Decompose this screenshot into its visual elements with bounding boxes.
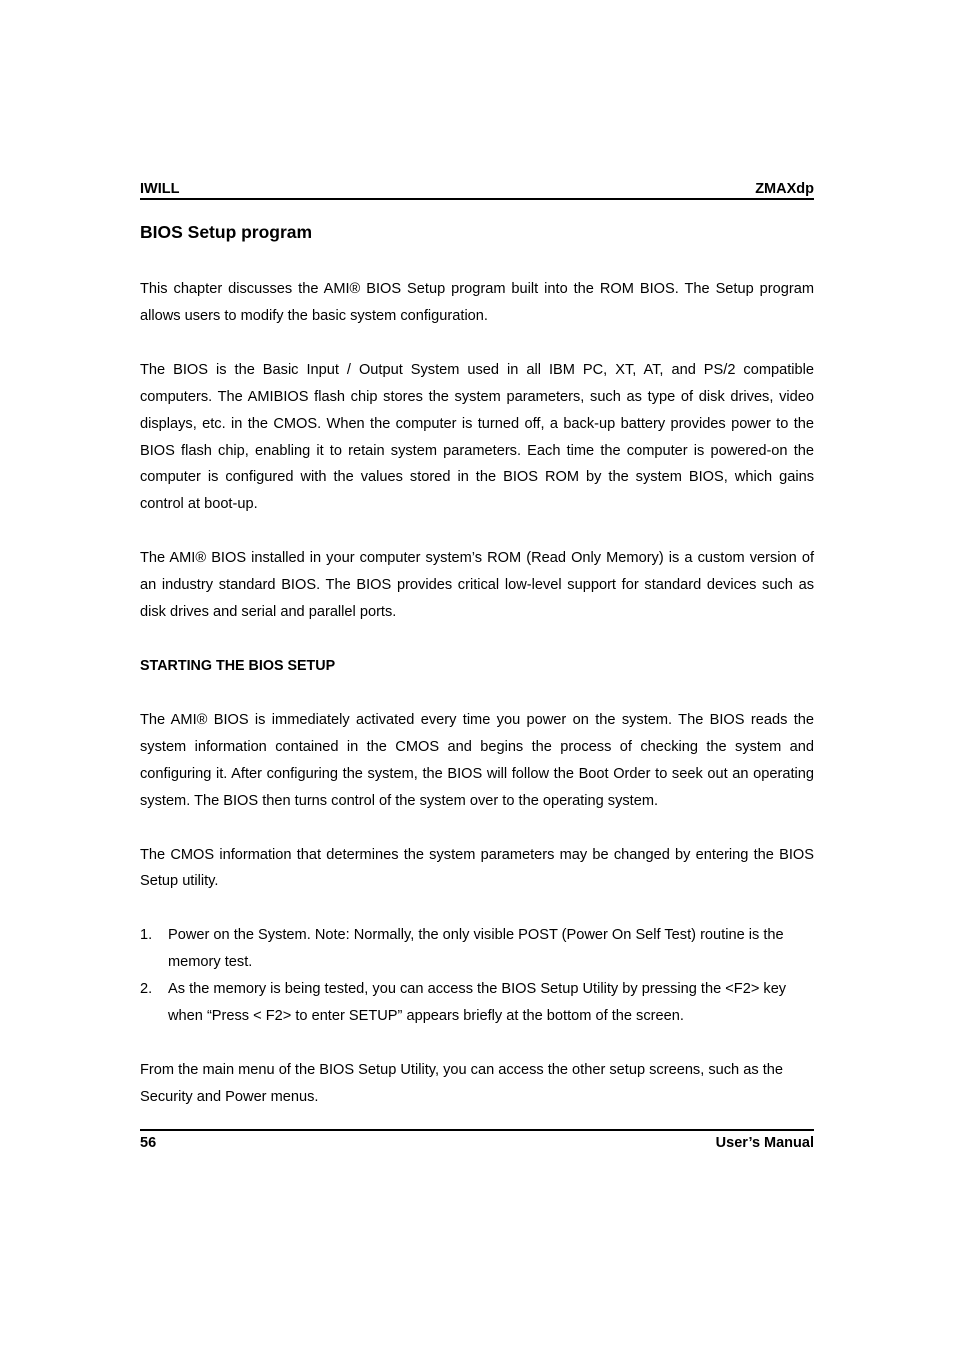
- paragraph-cmos: The CMOS information that determines the system parameters may be changed by entering the BIOS Setup utility.: [140, 846, 814, 890]
- steps-list: [140, 922, 814, 1030]
- header-brand: IWILL: [140, 181, 180, 197]
- page-header: [140, 180, 814, 200]
- section-title: BIOS Setup program: [140, 222, 313, 242]
- paragraph-activation: The AMI® BIOS is immediately activated every time you power on the system. The BIOS reads the system information contained in the CMOS and begins the process of checking the system and configuring it. After configuring the system, the BIOS will follow the Boot Order to seek out an operating system. The BIOS then turns control of the system over to the operating system.: [140, 711, 814, 809]
- list-item: [140, 922, 814, 976]
- subheading-starting-setup: STARTING THE BIOS SETUP: [140, 657, 336, 674]
- page-footer: [140, 1129, 814, 1153]
- manual-page: [140, 180, 814, 1111]
- paragraph-bios-definition: The BIOS is the Basic Input / Output System used in all IBM PC, XT, AT, and PS/2 compatible computers. The AMIBIOS flash chip stores the system parameters, such as type of disk drives, video displays, etc. in the CMOS. When the computer is turned off, a back-up battery provides power to the BIOS flash chip, enabling it to retain system parameters. Each time the computer is powered-on the computer is configured with the values stored in the BIOS ROM by the system BIOS, which gains control at boot-up.: [140, 361, 814, 513]
- step-text: Power on the System. Note: Normally, the only visible POST (Power On Self Test) routine is the memory test.: [168, 927, 784, 971]
- list-item: [140, 976, 814, 1030]
- step-text: As the memory is being tested, you can access the BIOS Setup Utility by pressing the <F2> key when “Press < F2> to enter SETUP” appears briefly at the bottom of the screen.: [168, 981, 787, 1025]
- header-product: ZMAXdp: [755, 181, 814, 197]
- page-number: 56: [140, 1135, 157, 1151]
- step-number: 1.: [140, 927, 153, 944]
- paragraph-ami-bios: The AMI® BIOS installed in your computer system’s ROM (Read Only Memory) is a custom version of an industry standard BIOS. The BIOS provides critical low-level support for standard devices such as disk drives and serial and parallel ports.: [140, 550, 814, 621]
- paragraph-closing: From the main menu of the BIOS Setup Utility, you can access the other setup screens, such as the Security and Power menus.: [140, 1061, 783, 1105]
- footer-manual-label: User’s Manual: [715, 1135, 814, 1151]
- step-number: 2.: [140, 981, 153, 998]
- paragraph-intro: This chapter discusses the AMI® BIOS Setup program built into the ROM BIOS. The Setup program allows users to modify the basic system configuration.: [140, 281, 814, 324]
